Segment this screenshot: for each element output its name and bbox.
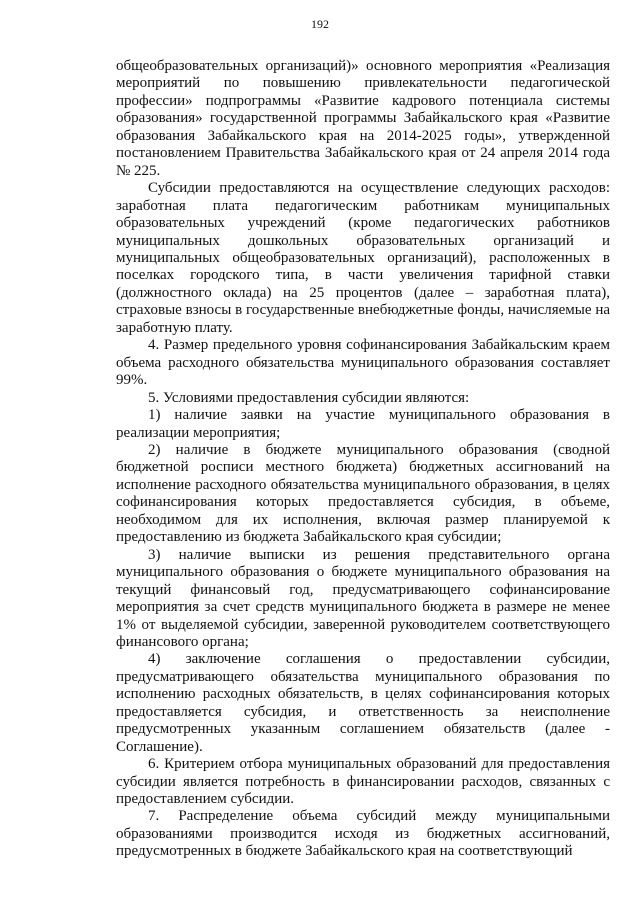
paragraph-subsidy-expenses: Субсидии предоставляются на осуществление следующих расходов: заработная плата педагогическим работникам муниципальных образовательных учреждений (кроме педагогических работников муниципальных дошкольных образовательных организаций и муниципальных общеобразовательных организаций), расположенных в поселках городского типа, в части увеличения тарифной ставки (должностного оклада) на 25 процентов (далее – заработная плата), страховые взносы в государственные внебюджетные фонды, начисляемые на заработную плату. [116,180,610,336]
document-body [116,58,610,861]
paragraph-item-6: 6. Критерием отбора муниципальных образований для предоставления субсидии является потребность в финансировании расходов, связанных с предоставлением субсидии. [116,756,610,808]
paragraph-item-5: 5. Условиями предоставления субсидии являются: [148,389,470,406]
paragraph-item-4: 4. Размер предельного уровня софинансирования Забайкальским краем объема расходного обязательства муниципального образования составляет 99%. [116,337,610,389]
paragraph-continuation: общеобразовательных организаций)» основного мероприятия «Реализация мероприятий по повышению привлекательности педагогической профессии» подпрограммы «Развитие кадрового потенциала системы образования» государственной программы Забайкальского края «Развитие образования Забайкальского края на 2014-2025 годы», утвержденной постановлением Правительства Забайкальского края от 24 апреля 2014 года № 225. [116,58,610,179]
paragraph-condition-2: 2) наличие в бюджете муниципального образования (сводной бюджетной росписи местного бюджета) бюджетных ассигнований на исполнение расходного обязательства муниципального образования, в целях софинансирования которых предоставляется субсидия, в объеме, необходимом для их исполнения, включая размер планируемой к предоставлению из бюджета Забайкальского края субсидии; [116,441,610,546]
page-number: 192 [311,17,329,31]
paragraph-condition-3: 3) наличие выписки из решения представительного органа муниципального образования о бюджете муниципального образования на текущий финансовый год, предусматривающего софинансирование мероприятия за счет средств муниципального бюджета в размере не менее 1% от выделяемой субсидии, заверенной руководителем соответствующего финансового органа; [116,546,610,650]
paragraph-condition-4: 4) заключение соглашения о предоставлении субсидии, предусматривающего обязательства муниципального образования по исполнению расходных обязательств, в целях софинансирования которых предоставляется субсидия, и ответственность за неисполнение предусмотренных указанным соглашением обязательств (далее - Соглашение). [116,651,610,755]
paragraph-item-7: 7. Распределение объема субсидий между муниципальными образованиями производится исходя из бюджетных ассигнований, предусмотренных в бюджете Забайкальского края на соответствующий [116,808,610,860]
paragraph-condition-1: 1) наличие заявки на участие муниципального образования в реализации мероприятия; [116,407,610,441]
